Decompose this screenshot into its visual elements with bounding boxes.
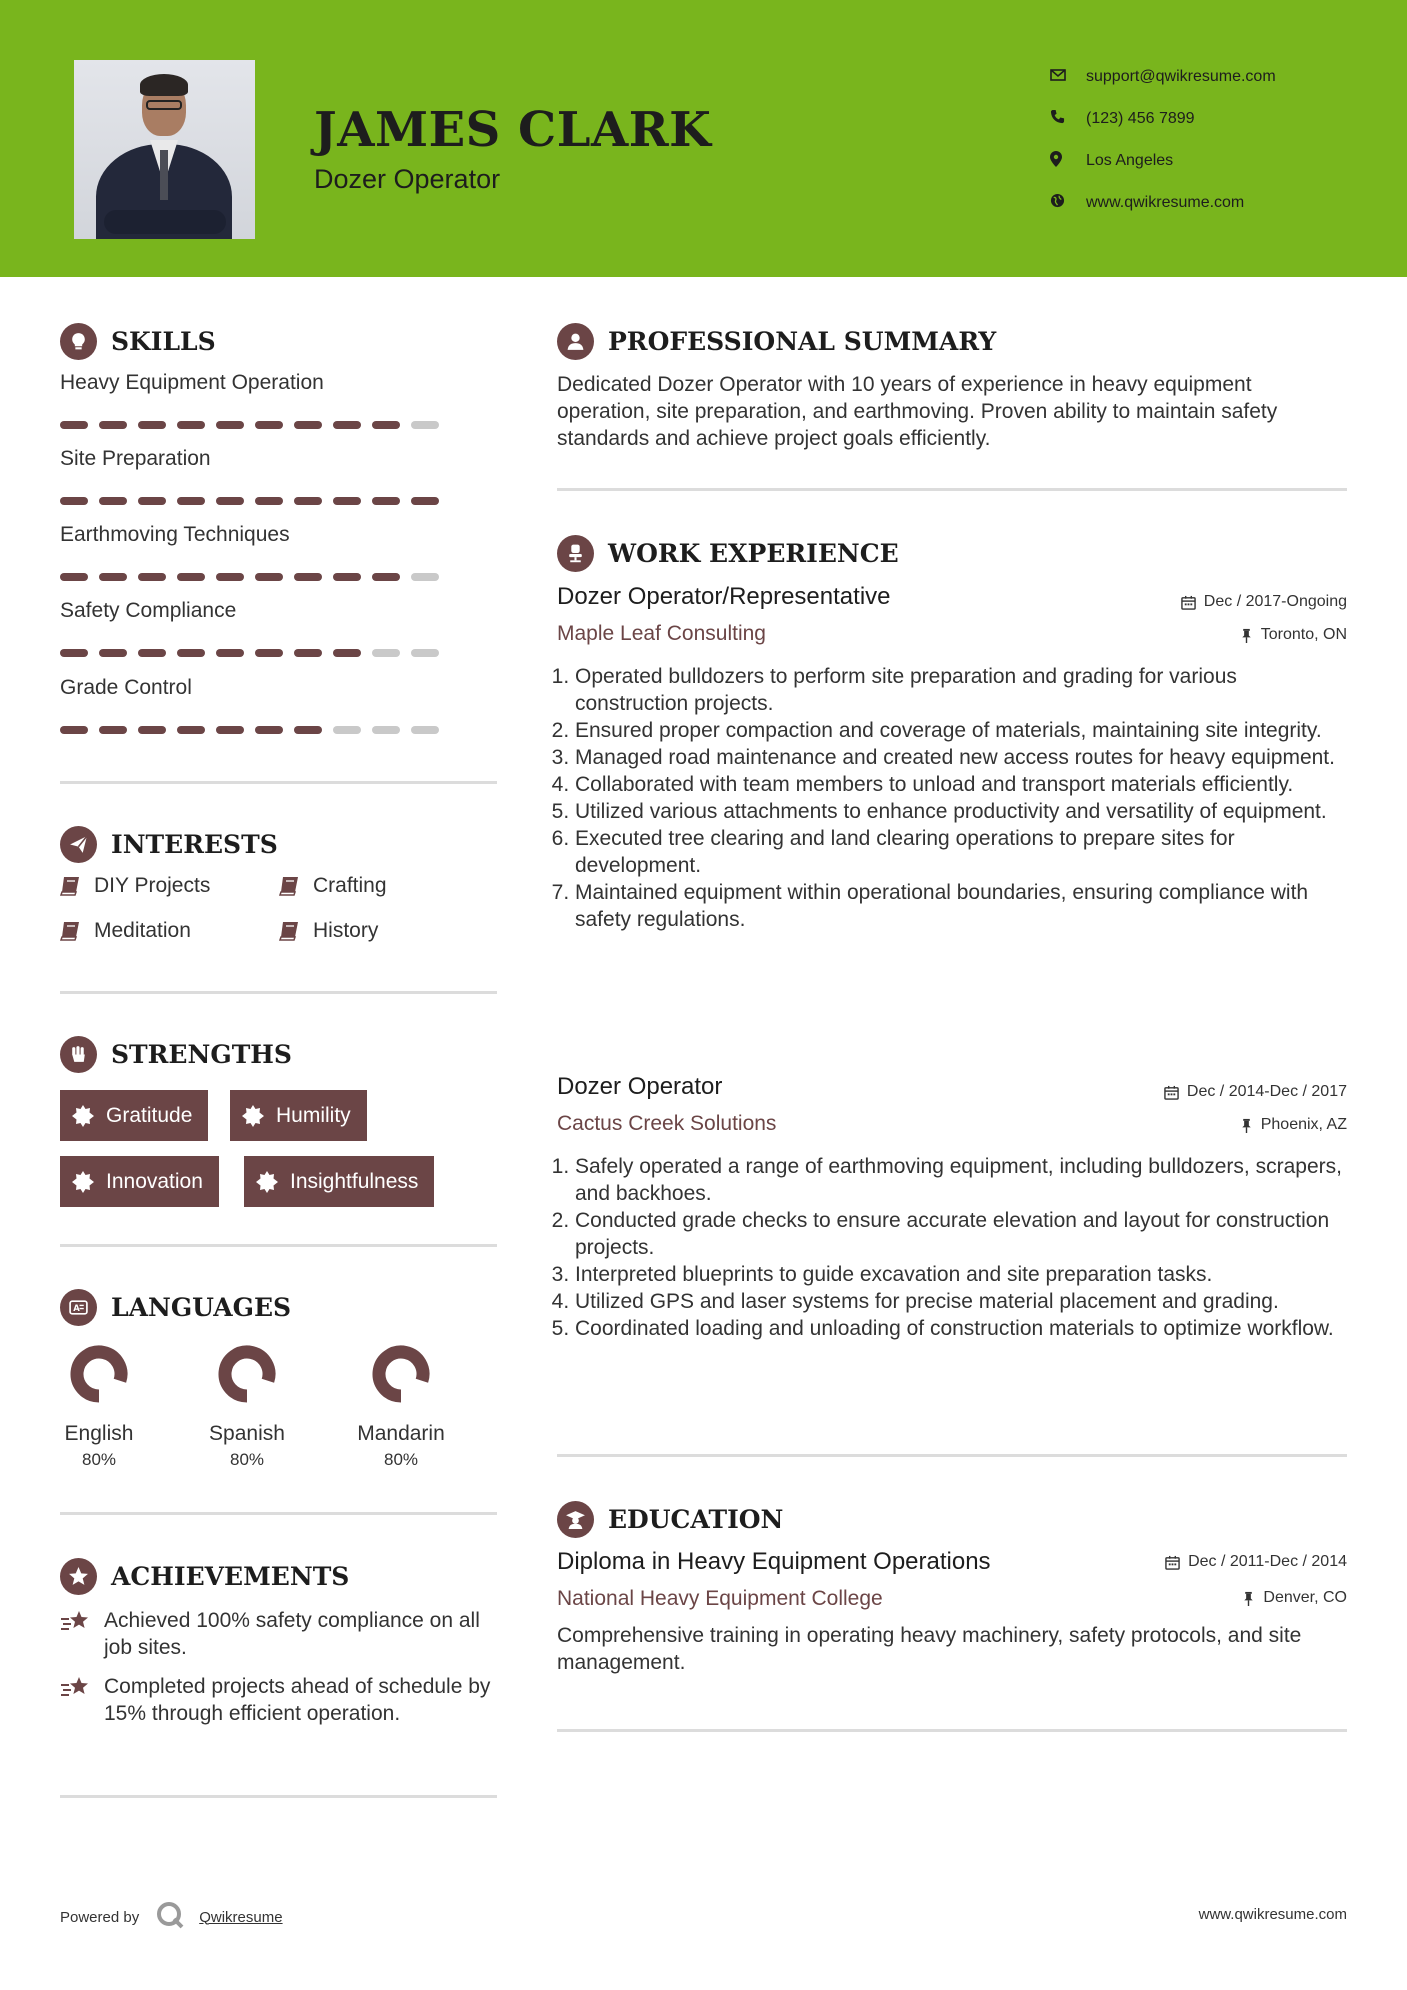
language-progress-arc (379, 1352, 423, 1396)
skill-dash-empty (411, 573, 439, 581)
strength-label: Innovation (106, 1169, 203, 1193)
skill-dash-empty (372, 726, 400, 734)
skill-name: Grade Control (60, 676, 192, 699)
skill-dash-filled (255, 497, 283, 505)
contact-list (1050, 56, 1276, 224)
language-progress-ring (68, 1343, 130, 1405)
duty-item: 3. Interpreted blueprints to guide excavation and site preparation tasks. (575, 1261, 1347, 1288)
interest-label: Meditation (94, 919, 191, 942)
interest-label: DIY Projects (94, 874, 211, 897)
languages-heading (60, 1289, 291, 1326)
contact-location-text: Los Angeles (1086, 152, 1174, 169)
interests-heading (60, 826, 278, 863)
skill-dash-filled (255, 726, 283, 734)
skill-dash-filled (60, 649, 88, 657)
section-divider (60, 991, 497, 994)
candidate-name: JAMES CLARK (314, 102, 712, 158)
calendar-icon (1165, 1555, 1180, 1570)
duty-item: 2. Ensured proper compaction and coverage of materials, maintaining site integrity. (575, 717, 1347, 744)
book-icon (60, 921, 82, 941)
skill-dash-filled (99, 573, 127, 581)
interest-item (60, 874, 210, 898)
skill-dash-empty (411, 649, 439, 657)
skill-dash-filled (177, 573, 205, 581)
skill-name: Safety Compliance (60, 599, 237, 622)
school-name: National Heavy Equipment College (557, 1587, 883, 1610)
globe-icon (1050, 193, 1086, 213)
pushpin-icon (1242, 1591, 1255, 1606)
achievement-item (60, 1673, 500, 1727)
badge-icon (256, 1171, 278, 1193)
skill-dash-filled (177, 649, 205, 657)
language-name: English (64, 1422, 134, 1445)
pushpin-icon (1240, 628, 1253, 643)
language-progress-arc (225, 1352, 269, 1396)
skill-dash-filled (333, 421, 361, 429)
contact-phone-text: (123) 456 7899 (1086, 110, 1195, 127)
skill-level-bar (60, 649, 439, 657)
education-heading (557, 1501, 783, 1538)
duty-item: 4. Utilized GPS and laser systems for precise material placement and grading. (575, 1288, 1347, 1315)
footer-website[interactable]: www.qwikresume.com (1198, 1906, 1347, 1923)
skill-dash-filled (99, 726, 127, 734)
skill-dash-filled (99, 421, 127, 429)
duty-item: 4. Collaborated with team members to unload and transport materials efficiently. (575, 771, 1347, 798)
interests-title: INTERESTS (111, 830, 278, 859)
skill-dash-filled (177, 726, 205, 734)
contact-email[interactable] (1050, 56, 1276, 98)
language-name: Spanish (209, 1422, 285, 1445)
job-duties (557, 1153, 1347, 1342)
language-percent: 80% (229, 1450, 265, 1469)
duty-item: 6. Executed tree clearing and land clearing operations to prepare sites for development. (575, 825, 1347, 879)
map-pin-icon (1050, 151, 1086, 172)
skill-dash-filled (60, 497, 88, 505)
education-location-text: Denver, CO (1263, 1589, 1347, 1606)
section-divider (557, 1454, 1347, 1457)
powered-by-text: Powered by (60, 1908, 140, 1926)
skill-dash-filled (216, 497, 244, 505)
svg-text:A: A (73, 1303, 80, 1314)
duty-item: 2. Conducted grade checks to ensure accurate elevation and layout for construction projects. (575, 1207, 1347, 1261)
book-icon (279, 876, 301, 896)
achievement-text: Completed projects ahead of schedule by 15% through efficient operation. (104, 1675, 491, 1725)
duty-item: 7. Maintained equipment within operational boundaries, ensuring compliance with safety regulations. (575, 879, 1347, 933)
interest-label: History (313, 919, 379, 942)
job-title: Dozer Operator/Representative (557, 583, 891, 610)
strength-label: Gratitude (106, 1103, 193, 1127)
paper-plane-icon (60, 826, 97, 863)
skill-dash-filled (138, 649, 166, 657)
contact-email-text: support@qwikresume.com (1086, 68, 1276, 85)
language-item (341, 1343, 461, 1470)
graduate-icon (557, 1501, 594, 1538)
skill-dash-empty (411, 421, 439, 429)
skill-dash-filled (372, 421, 400, 429)
skill-dash-filled (99, 649, 127, 657)
strength-label: Humility (276, 1103, 351, 1127)
skill-dash-filled (216, 573, 244, 581)
skill-dash-filled (411, 497, 439, 505)
skill-level-bar (60, 497, 439, 505)
duty-item: 1. Safely operated a range of earthmoving equipment, including bulldozers, scrapers, and backhoes. (575, 1153, 1347, 1207)
profile-photo (74, 60, 255, 239)
strength-badge (60, 1090, 208, 1141)
skill-name: Site Preparation (60, 447, 211, 470)
section-divider (60, 781, 497, 784)
language-progress-arc (77, 1352, 121, 1396)
strength-badge (230, 1090, 367, 1141)
job-duties (557, 663, 1347, 933)
fist-icon (60, 1036, 97, 1073)
achievements-title: ACHIEVEMENTS (111, 1562, 350, 1591)
skill-dash-filled (138, 421, 166, 429)
envelope-icon (1050, 68, 1086, 86)
phone-icon (1050, 109, 1086, 129)
skill-dash-filled (372, 497, 400, 505)
language-percent: 80% (383, 1450, 419, 1469)
interest-item (279, 874, 387, 898)
badge-icon (242, 1105, 264, 1127)
duty-item: 3. Managed road maintenance and created new access routes for heavy equipment. (575, 744, 1347, 771)
shooting-star-icon (60, 1673, 104, 1727)
calendar-icon (1181, 595, 1196, 610)
qwikresume-link[interactable]: Qwikresume (199, 1908, 283, 1926)
skill-level-bar (60, 573, 439, 581)
skill-dash-filled (60, 421, 88, 429)
skill-dash-filled (138, 573, 166, 581)
job-dates (1181, 593, 1347, 611)
shooting-star-icon (60, 1607, 104, 1661)
skill-dash-empty (372, 649, 400, 657)
skill-dash-filled (255, 421, 283, 429)
skill-dash-filled (294, 726, 322, 734)
job-dates-text: Dec / 2014-Dec / 2017 (1186, 1083, 1347, 1100)
languages-title: LANGUAGES (111, 1293, 292, 1322)
skill-dash-filled (294, 649, 322, 657)
summary-heading (557, 323, 996, 360)
user-icon (557, 323, 594, 360)
calendar-icon (1164, 1085, 1179, 1100)
experience-title: WORK EXPERIENCE (608, 539, 899, 568)
language-icon (60, 1289, 97, 1326)
section-divider (557, 1729, 1347, 1732)
language-item (39, 1343, 159, 1470)
skill-dash-filled (333, 573, 361, 581)
strength-badge (244, 1156, 434, 1207)
skill-name: Heavy Equipment Operation (60, 371, 324, 394)
header-banner (0, 0, 1407, 277)
achievement-text: Achieved 100% safety compliance on all job sites. (104, 1609, 480, 1659)
skill-dash-filled (255, 649, 283, 657)
skill-dash-filled (177, 497, 205, 505)
star-badge-icon (60, 1558, 97, 1595)
skill-level-bar (60, 726, 439, 734)
candidate-title: Dozer Operator (314, 164, 501, 194)
degree-title: Diploma in Heavy Equipment Operations (557, 1548, 991, 1575)
qwikresume-logo-icon (155, 1900, 185, 1934)
job-location (1240, 1116, 1347, 1134)
skills-title: SKILLS (111, 327, 216, 356)
badge-icon (72, 1105, 94, 1127)
interest-item (60, 919, 191, 943)
section-divider (557, 488, 1347, 491)
section-divider (60, 1244, 497, 1247)
skills-heading (60, 323, 216, 360)
skill-dash-filled (216, 726, 244, 734)
badge-icon (72, 1171, 94, 1193)
skill-dash-filled (216, 421, 244, 429)
language-progress-ring (216, 1343, 278, 1405)
education-description: Comprehensive training in operating heavy machinery, safety protocols, and site management. (557, 1624, 1302, 1674)
skill-dash-filled (294, 421, 322, 429)
skill-level-bar (60, 421, 439, 429)
strengths-title: STRENGTHS (111, 1040, 292, 1069)
skill-dash-filled (60, 573, 88, 581)
skill-dash-filled (255, 573, 283, 581)
summary-title: PROFESSIONAL SUMMARY (608, 327, 997, 356)
skill-dash-filled (372, 573, 400, 581)
education-dates (1165, 1553, 1347, 1571)
section-divider (60, 1512, 497, 1515)
strength-badge (60, 1156, 219, 1207)
strengths-heading (60, 1036, 292, 1073)
language-progress-ring (370, 1343, 432, 1405)
job-location (1240, 626, 1347, 644)
achievements-heading (60, 1558, 349, 1595)
skill-name: Earthmoving Techniques (60, 523, 290, 546)
skill-dash-filled (138, 726, 166, 734)
experience-heading (557, 535, 899, 572)
contact-website[interactable] (1050, 182, 1276, 224)
language-percent: 80% (81, 1450, 117, 1469)
duty-item: 5. Utilized various attachments to enhance productivity and versatility of equipment. (575, 798, 1347, 825)
skill-dash-filled (216, 649, 244, 657)
company-name: Cactus Creek Solutions (557, 1112, 777, 1135)
contact-phone[interactable] (1050, 98, 1276, 140)
education-title: EDUCATION (608, 1505, 784, 1534)
section-divider (60, 1795, 497, 1798)
book-icon (279, 921, 301, 941)
skill-dash-filled (294, 497, 322, 505)
job-location-text: Phoenix, AZ (1260, 1116, 1347, 1133)
interest-item (279, 919, 378, 943)
contact-website-text: www.qwikresume.com (1086, 194, 1245, 211)
interest-label: Crafting (313, 874, 387, 897)
contact-location (1050, 140, 1276, 182)
skill-dash-filled (333, 649, 361, 657)
duty-item: 5. Coordinated loading and unloading of construction materials to optimize workflow. (575, 1315, 1347, 1342)
skill-dash-filled (333, 497, 361, 505)
job-dates-text: Dec / 2017-Ongoing (1203, 593, 1347, 610)
achievement-item (60, 1607, 500, 1661)
skill-dash-filled (177, 421, 205, 429)
skill-dash-filled (138, 497, 166, 505)
language-item (187, 1343, 307, 1470)
job-title: Dozer Operator (557, 1073, 723, 1100)
company-name: Maple Leaf Consulting (557, 622, 766, 645)
job-dates (1164, 1083, 1347, 1101)
skill-dash-empty (411, 726, 439, 734)
duty-item: 1. Operated bulldozers to perform site preparation and grading for various construction projects. (575, 663, 1347, 717)
office-chair-icon (557, 535, 594, 572)
language-name: Mandarin (357, 1422, 445, 1445)
education-dates-text: Dec / 2011-Dec / 2014 (1188, 1553, 1347, 1570)
skill-dash-empty (333, 726, 361, 734)
job-location-text: Toronto, ON (1260, 626, 1347, 643)
skill-dash-filled (99, 497, 127, 505)
skill-dash-filled (294, 573, 322, 581)
education-location (1242, 1589, 1347, 1607)
footer-powered-by (60, 1900, 283, 1934)
pushpin-icon (1240, 1118, 1253, 1133)
lightbulb-icon (60, 323, 97, 360)
book-icon (60, 876, 82, 896)
skill-dash-filled (60, 726, 88, 734)
summary-text: Dedicated Dozer Operator with 10 years of experience in heavy equipment operation, site preparation, and earthmoving. Proven ability to maintain safety standards and achieve project goals efficiently. (557, 373, 1278, 450)
strength-label: Insightfulness (290, 1169, 419, 1193)
